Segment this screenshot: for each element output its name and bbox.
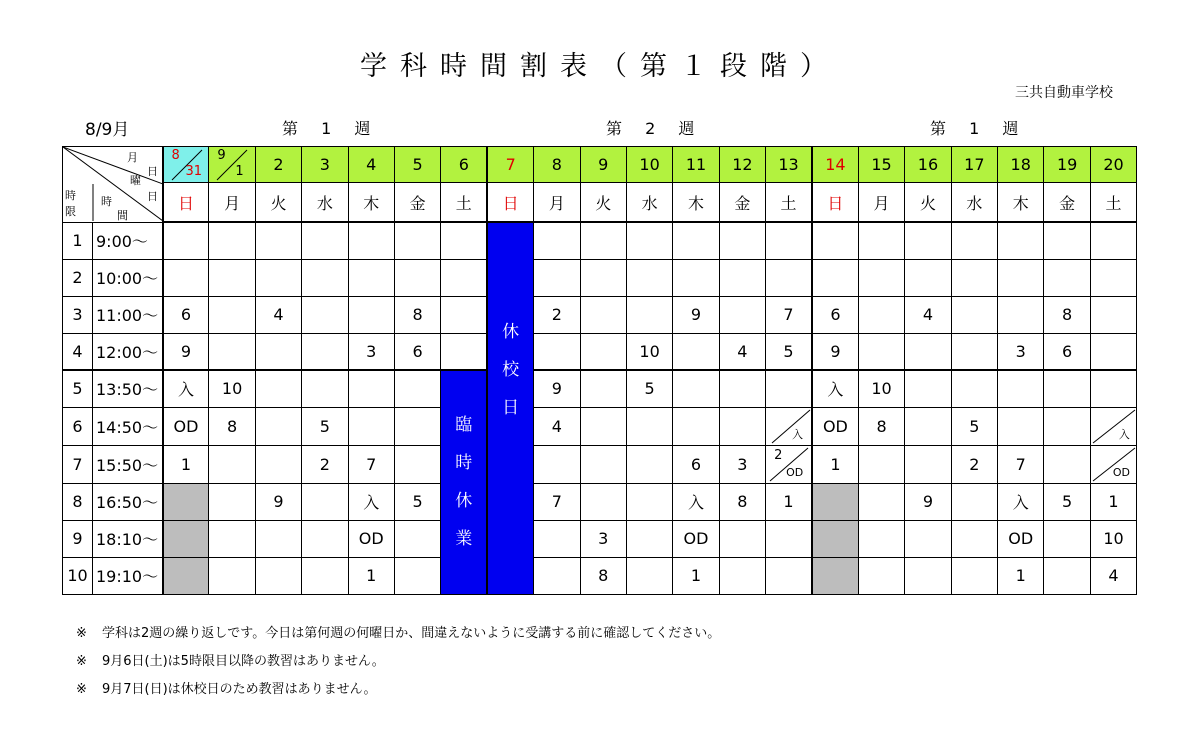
date-header: 2 bbox=[255, 147, 301, 183]
schedule-cell bbox=[302, 259, 348, 296]
weekday-header: 金 bbox=[719, 183, 765, 223]
date-fraction-den: 1 bbox=[235, 164, 244, 179]
schedule-cell: 5 bbox=[1044, 483, 1090, 520]
split-top-label: 入 bbox=[1118, 427, 1130, 441]
date-header: 19 bbox=[1044, 147, 1090, 183]
schedule-cell bbox=[348, 370, 394, 407]
weekday-header: 月 bbox=[209, 183, 255, 223]
schedule-cell: 7 bbox=[766, 296, 812, 333]
split-slash bbox=[1091, 408, 1137, 445]
page-title: 学科時間割表（第１段階） bbox=[360, 51, 840, 82]
schedule-cell: 2 bbox=[302, 445, 348, 483]
schedule-cell bbox=[719, 557, 765, 594]
date-header: 6 bbox=[441, 147, 487, 183]
schedule-cell bbox=[812, 483, 858, 520]
schedule-cell: 10 bbox=[209, 370, 255, 407]
schedule-cell bbox=[812, 520, 858, 557]
schedule-cell bbox=[858, 259, 904, 296]
schedule-cell: 10 bbox=[626, 333, 672, 370]
schedule-cell bbox=[348, 222, 394, 259]
period-time: 15:50～ bbox=[93, 445, 163, 483]
schedule-cell bbox=[580, 333, 626, 370]
date-header: 3 bbox=[302, 147, 348, 183]
week-label-1: 第 1 週 bbox=[282, 119, 380, 138]
schedule-cell bbox=[626, 520, 672, 557]
schedule-cell bbox=[394, 370, 440, 407]
schedule-cell bbox=[209, 296, 255, 333]
period-number: 10 bbox=[63, 557, 93, 594]
week-label-2: 第 2 週 bbox=[606, 119, 704, 138]
period-number: 2 bbox=[63, 259, 93, 296]
schedule-cell bbox=[626, 222, 672, 259]
schedule-cell bbox=[812, 259, 858, 296]
schedule-cell bbox=[766, 370, 812, 407]
schedule-cell bbox=[302, 222, 348, 259]
weekday-header: 月 bbox=[534, 183, 580, 223]
weekday-header: 火 bbox=[255, 183, 301, 223]
period-time: 16:50～ bbox=[93, 483, 163, 520]
date-header: 11 bbox=[673, 147, 719, 183]
schedule-cell: 5 bbox=[394, 483, 440, 520]
schedule-cell bbox=[209, 259, 255, 296]
weekday-header: 火 bbox=[905, 183, 951, 223]
schedule-cell bbox=[905, 557, 951, 594]
corner-label-interval: 間 bbox=[117, 209, 128, 222]
date-header: 4 bbox=[348, 147, 394, 183]
schedule-cell: 3 bbox=[719, 445, 765, 483]
schedule-cell: 入 bbox=[998, 483, 1044, 520]
schedule-cell bbox=[626, 557, 672, 594]
weekday-header: 土 bbox=[441, 183, 487, 223]
schedule-cell bbox=[163, 259, 209, 296]
date-fraction-num: 8 bbox=[171, 148, 180, 163]
schedule-cell bbox=[905, 370, 951, 407]
schedule-cell: 8 bbox=[394, 296, 440, 333]
schedule-cell bbox=[673, 259, 719, 296]
schedule-cell: 9 bbox=[905, 483, 951, 520]
holiday-char: 日 bbox=[502, 398, 520, 418]
schedule-cell: 10 bbox=[1090, 520, 1136, 557]
schedule-cell bbox=[534, 259, 580, 296]
schedule-cell bbox=[1044, 407, 1090, 445]
schedule-cell bbox=[534, 520, 580, 557]
date-fraction-num: 9 bbox=[217, 148, 226, 163]
period-time: 18:10～ bbox=[93, 520, 163, 557]
schedule-cell bbox=[626, 483, 672, 520]
date-header: 17 bbox=[951, 147, 997, 183]
schedule-cell: OD bbox=[348, 520, 394, 557]
schedule-cell bbox=[1044, 557, 1090, 594]
weekday-header: 水 bbox=[626, 183, 672, 223]
schedule-cell bbox=[394, 520, 440, 557]
split-slash bbox=[766, 408, 812, 445]
corner-label-limit: 限 bbox=[65, 205, 76, 218]
week-label-3: 第 1 週 bbox=[930, 119, 1028, 138]
schedule-cell bbox=[580, 296, 626, 333]
period-time: 9:00～ bbox=[93, 222, 163, 259]
schedule-cell bbox=[302, 483, 348, 520]
schedule-cell bbox=[858, 557, 904, 594]
schedule-cell bbox=[673, 407, 719, 445]
schedule-cell: 9 bbox=[673, 296, 719, 333]
date-header bbox=[209, 147, 255, 183]
date-header: 10 bbox=[626, 147, 672, 183]
schedule-cell bbox=[719, 296, 765, 333]
corner-label-time: 時 bbox=[101, 195, 112, 208]
schedule-cell: 1 bbox=[163, 445, 209, 483]
weekday-header: 金 bbox=[394, 183, 440, 223]
schedule-cell bbox=[812, 557, 858, 594]
schedule-cell bbox=[626, 259, 672, 296]
schedule-cell: 6 bbox=[394, 333, 440, 370]
schedule-cell bbox=[302, 520, 348, 557]
schedule-cell: 1 bbox=[673, 557, 719, 594]
schedule-cell bbox=[580, 222, 626, 259]
schedule-cell bbox=[905, 445, 951, 483]
schedule-cell: 8 bbox=[209, 407, 255, 445]
schedule-cell bbox=[255, 407, 301, 445]
schedule-cell bbox=[209, 557, 255, 594]
schedule-cell bbox=[626, 296, 672, 333]
corner-label-day: 日 bbox=[147, 165, 158, 178]
schedule-cell: 9 bbox=[812, 333, 858, 370]
schedule-cell bbox=[255, 445, 301, 483]
schedule-cell bbox=[998, 370, 1044, 407]
schedule-cell bbox=[951, 296, 997, 333]
schedule-cell: 1 bbox=[348, 557, 394, 594]
date-header: 8 bbox=[534, 147, 580, 183]
schedule-cell: 6 bbox=[812, 296, 858, 333]
schedule-cell bbox=[255, 333, 301, 370]
holiday-char: 休 bbox=[502, 322, 520, 342]
holiday-char: 校 bbox=[502, 360, 520, 380]
weekday-header: 火 bbox=[580, 183, 626, 223]
schedule-cell bbox=[858, 333, 904, 370]
schedule-cell bbox=[394, 259, 440, 296]
weekday-header: 木 bbox=[348, 183, 394, 223]
note-2: ※ 9月6日(土)は5時限目以降の教習はありません。 bbox=[76, 654, 385, 669]
schedule-cell: 1 bbox=[1090, 483, 1136, 520]
holiday-cell bbox=[487, 222, 533, 594]
schedule-cell: 5 bbox=[302, 407, 348, 445]
schedule-cell: 6 bbox=[673, 445, 719, 483]
schedule-cell bbox=[905, 259, 951, 296]
schedule-cell bbox=[905, 407, 951, 445]
schedule-cell bbox=[858, 296, 904, 333]
schedule-cell bbox=[209, 333, 255, 370]
schedule-cell: 7 bbox=[348, 445, 394, 483]
rinji-kyugyo-cell bbox=[441, 370, 487, 594]
schedule-cell: 3 bbox=[348, 333, 394, 370]
schedule-cell bbox=[1090, 407, 1136, 445]
period-time: 11:00～ bbox=[93, 296, 163, 333]
schedule-cell: 5 bbox=[951, 407, 997, 445]
schedule-cell bbox=[858, 222, 904, 259]
schedule-cell bbox=[626, 407, 672, 445]
schedule-cell bbox=[394, 407, 440, 445]
schedule-cell: 1 bbox=[766, 483, 812, 520]
schedule-cell: 4 bbox=[719, 333, 765, 370]
note-3: ※ 9月7日(日)は休校日のため教習はありません。 bbox=[76, 682, 377, 697]
date-fraction-slash bbox=[209, 147, 255, 182]
schedule-cell bbox=[858, 520, 904, 557]
schedule-cell: 7 bbox=[998, 445, 1044, 483]
schedule-cell: 10 bbox=[858, 370, 904, 407]
schedule-cell bbox=[441, 259, 487, 296]
corner-label-day2: 日 bbox=[147, 190, 158, 203]
schedule-cell bbox=[394, 445, 440, 483]
month-label: 8/9月 bbox=[85, 120, 130, 140]
date-header: 20 bbox=[1090, 147, 1136, 183]
weekday-header: 水 bbox=[302, 183, 348, 223]
period-number: 6 bbox=[63, 407, 93, 445]
weekday-header: 金 bbox=[1044, 183, 1090, 223]
note-1: ※ 学科は2週の繰り返しです。今日は第何週の何曜日か、間違えないように受講する前に確認してください。 bbox=[76, 626, 721, 641]
weekday-header: 日 bbox=[163, 183, 209, 223]
schedule-cell: 1 bbox=[812, 445, 858, 483]
schedule-cell: 9 bbox=[534, 370, 580, 407]
school-name: 三共自動車学校 bbox=[1015, 85, 1113, 101]
schedule-cell: 入 bbox=[348, 483, 394, 520]
period-time: 13:50～ bbox=[93, 370, 163, 407]
schedule-cell bbox=[951, 222, 997, 259]
schedule-cell bbox=[766, 407, 812, 445]
date-header: 18 bbox=[998, 147, 1044, 183]
corner-label-period: 時 bbox=[65, 189, 76, 202]
schedule-cell bbox=[348, 296, 394, 333]
notes bbox=[76, 622, 720, 706]
schedule-cell bbox=[719, 520, 765, 557]
date-header: 15 bbox=[858, 147, 904, 183]
schedule-cell bbox=[534, 557, 580, 594]
period-number: 7 bbox=[63, 445, 93, 483]
schedule-cell bbox=[673, 370, 719, 407]
period-number: 1 bbox=[63, 222, 93, 259]
schedule-cell bbox=[580, 445, 626, 483]
schedule-cell: 3 bbox=[998, 333, 1044, 370]
schedule-cell bbox=[348, 407, 394, 445]
corner-label-month: 月 bbox=[127, 151, 138, 164]
schedule-cell bbox=[1044, 259, 1090, 296]
rinji-char: 臨 bbox=[455, 415, 473, 436]
date-header: 9 bbox=[580, 147, 626, 183]
schedule-cell bbox=[719, 370, 765, 407]
date-header bbox=[163, 147, 209, 183]
schedule-cell bbox=[766, 259, 812, 296]
schedule-cell bbox=[580, 407, 626, 445]
schedule-cell bbox=[951, 520, 997, 557]
schedule-cell bbox=[858, 445, 904, 483]
schedule-cell bbox=[719, 259, 765, 296]
schedule-cell bbox=[951, 483, 997, 520]
schedule-cell bbox=[858, 483, 904, 520]
schedule-cell: 5 bbox=[626, 370, 672, 407]
period-number: 8 bbox=[63, 483, 93, 520]
schedule-cell: OD bbox=[998, 520, 1044, 557]
schedule-cell bbox=[951, 557, 997, 594]
schedule-cell bbox=[255, 259, 301, 296]
schedule-cell: 7 bbox=[534, 483, 580, 520]
schedule-cell bbox=[163, 557, 209, 594]
schedule-cell bbox=[209, 222, 255, 259]
schedule-cell bbox=[394, 222, 440, 259]
schedule-cell: 4 bbox=[534, 407, 580, 445]
schedule-cell: 8 bbox=[580, 557, 626, 594]
schedule-cell bbox=[812, 222, 858, 259]
schedule-cell bbox=[626, 445, 672, 483]
period-number: 9 bbox=[63, 520, 93, 557]
schedule-cell bbox=[302, 296, 348, 333]
schedule-cell bbox=[766, 222, 812, 259]
schedule-cell bbox=[441, 333, 487, 370]
schedule-cell: 3 bbox=[580, 520, 626, 557]
period-number: 3 bbox=[63, 296, 93, 333]
schedule-cell bbox=[766, 520, 812, 557]
weekday-header: 土 bbox=[1090, 183, 1136, 223]
schedule-cell bbox=[998, 259, 1044, 296]
schedule-cell bbox=[441, 296, 487, 333]
schedule-cell bbox=[302, 370, 348, 407]
split-den: OD bbox=[786, 465, 804, 479]
schedule-cell: OD bbox=[812, 407, 858, 445]
split-num: 2 bbox=[774, 447, 783, 463]
schedule-cell bbox=[905, 222, 951, 259]
rinji-char: 業 bbox=[455, 529, 473, 550]
corner-diagonals bbox=[63, 147, 163, 221]
schedule-cell bbox=[1090, 296, 1136, 333]
schedule-cell bbox=[766, 557, 812, 594]
schedule-cell: 9 bbox=[255, 483, 301, 520]
schedule-cell bbox=[998, 222, 1044, 259]
period-time: 19:10～ bbox=[93, 557, 163, 594]
schedule-cell bbox=[580, 483, 626, 520]
schedule-cell bbox=[534, 445, 580, 483]
schedule-cell bbox=[1044, 445, 1090, 483]
schedule-cell bbox=[719, 407, 765, 445]
date-header: 13 bbox=[766, 147, 812, 183]
rinji-char: 時 bbox=[455, 453, 473, 474]
weekday-header: 月 bbox=[858, 183, 904, 223]
schedule-cell bbox=[1044, 370, 1090, 407]
schedule-cell bbox=[302, 333, 348, 370]
schedule-cell: 1 bbox=[998, 557, 1044, 594]
weekday-header: 日 bbox=[487, 183, 533, 223]
split-bottom-label: OD bbox=[1112, 465, 1130, 479]
schedule-cell bbox=[255, 520, 301, 557]
schedule-cell: 4 bbox=[255, 296, 301, 333]
schedule-cell bbox=[394, 557, 440, 594]
weekday-header: 木 bbox=[998, 183, 1044, 223]
schedule-cell bbox=[255, 222, 301, 259]
schedule-cell bbox=[719, 222, 765, 259]
schedule-cell: 5 bbox=[766, 333, 812, 370]
date-header: 12 bbox=[719, 147, 765, 183]
schedule-cell: 2 bbox=[534, 296, 580, 333]
schedule-cell: 入 bbox=[673, 483, 719, 520]
schedule-cell bbox=[998, 296, 1044, 333]
schedule-cell bbox=[441, 222, 487, 259]
schedule-cell bbox=[905, 333, 951, 370]
period-number: 5 bbox=[63, 370, 93, 407]
schedule-cell bbox=[1044, 222, 1090, 259]
schedule-cell: 6 bbox=[1044, 333, 1090, 370]
period-number: 4 bbox=[63, 333, 93, 370]
schedule-cell: 入 bbox=[163, 370, 209, 407]
schedule-cell bbox=[580, 259, 626, 296]
weekday-header: 水 bbox=[951, 183, 997, 223]
period-time: 12:00～ bbox=[93, 333, 163, 370]
schedule-cell: 8 bbox=[719, 483, 765, 520]
schedule-cell: OD bbox=[163, 407, 209, 445]
date-header: 16 bbox=[905, 147, 951, 183]
rinji-char: 休 bbox=[455, 491, 473, 512]
schedule-cell bbox=[534, 222, 580, 259]
schedule-cell bbox=[673, 222, 719, 259]
schedule-cell: 入 bbox=[812, 370, 858, 407]
schedule-cell: 6 bbox=[163, 296, 209, 333]
schedule-cell: 8 bbox=[1044, 296, 1090, 333]
period-time: 10:00～ bbox=[93, 259, 163, 296]
schedule-cell: 4 bbox=[1090, 557, 1136, 594]
schedule-cell bbox=[1044, 520, 1090, 557]
date-fraction-den: 31 bbox=[185, 164, 203, 179]
schedule-cell bbox=[209, 445, 255, 483]
date-header: 14 bbox=[812, 147, 858, 183]
schedule-cell bbox=[348, 259, 394, 296]
split-top-label: 入 bbox=[792, 427, 804, 441]
header-corner bbox=[63, 147, 163, 223]
schedule-cell bbox=[766, 445, 812, 483]
schedule-cell bbox=[951, 370, 997, 407]
schedule-cell: 9 bbox=[163, 333, 209, 370]
schedule-cell: 4 bbox=[905, 296, 951, 333]
schedule-cell bbox=[1090, 333, 1136, 370]
schedule-cell bbox=[163, 222, 209, 259]
schedule-cell bbox=[209, 520, 255, 557]
period-time: 14:50～ bbox=[93, 407, 163, 445]
schedule-cell bbox=[1090, 222, 1136, 259]
schedule-cell bbox=[163, 483, 209, 520]
schedule-cell bbox=[673, 333, 719, 370]
schedule-cell bbox=[255, 370, 301, 407]
weekday-header: 日 bbox=[812, 183, 858, 223]
schedule-cell: OD bbox=[673, 520, 719, 557]
schedule-cell bbox=[1090, 445, 1136, 483]
weekday-header: 木 bbox=[673, 183, 719, 223]
timetable bbox=[62, 146, 1137, 595]
schedule-cell bbox=[302, 557, 348, 594]
date-header: 5 bbox=[394, 147, 440, 183]
schedule-cell bbox=[163, 520, 209, 557]
schedule-cell bbox=[1090, 259, 1136, 296]
schedule-cell bbox=[951, 333, 997, 370]
corner-label-weekday: 曜 bbox=[130, 174, 141, 187]
schedule-cell bbox=[951, 259, 997, 296]
schedule-cell bbox=[1090, 370, 1136, 407]
date-header: 7 bbox=[487, 147, 533, 183]
schedule-cell bbox=[255, 557, 301, 594]
schedule-cell: 2 bbox=[951, 445, 997, 483]
schedule-cell bbox=[534, 333, 580, 370]
schedule-cell bbox=[905, 520, 951, 557]
schedule-cell bbox=[580, 370, 626, 407]
schedule-cell bbox=[998, 407, 1044, 445]
schedule-cell: 8 bbox=[858, 407, 904, 445]
schedule-cell bbox=[209, 483, 255, 520]
weekday-header: 土 bbox=[766, 183, 812, 223]
